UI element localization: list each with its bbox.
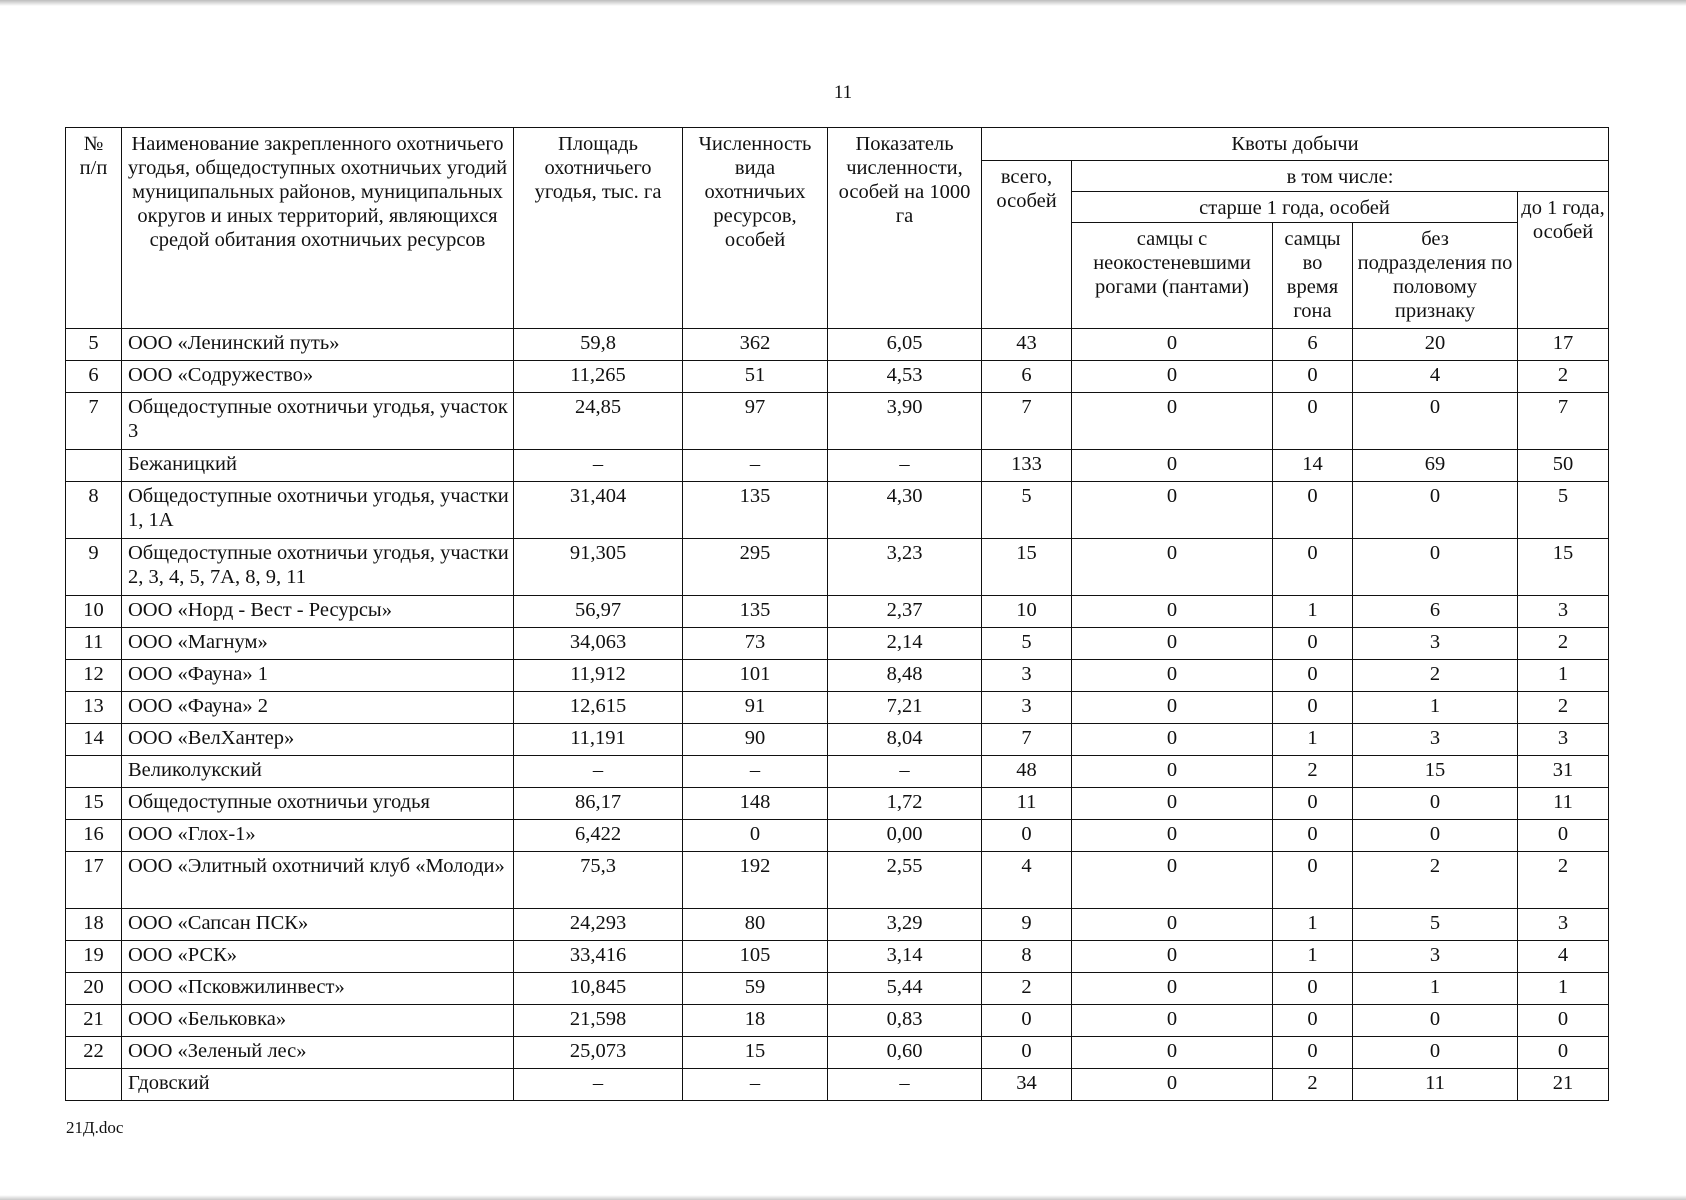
- cell-density: 0,83: [828, 1005, 982, 1037]
- cell-density: 6,05: [828, 329, 982, 361]
- cell-total: 15: [982, 539, 1072, 596]
- cell-area: 75,3: [514, 852, 683, 909]
- header-area: Площадь охотничьего угодья, тыс. га: [514, 128, 683, 329]
- cell-area: 56,97: [514, 596, 683, 628]
- cell-name: ООО «Фауна» 1: [122, 660, 514, 692]
- header-quotas: Квоты добычи: [982, 128, 1609, 161]
- cell-area: 33,416: [514, 941, 683, 973]
- cell-total: 0: [982, 1005, 1072, 1037]
- cell-num: 21: [66, 1005, 122, 1037]
- cell-under1: 11: [1518, 788, 1609, 820]
- cell-population: 97: [683, 393, 828, 450]
- table-header: [66, 128, 1609, 329]
- cell-total: 10: [982, 596, 1072, 628]
- cell-name: Бежаницкий: [122, 450, 514, 482]
- table-row: [66, 820, 1609, 852]
- header-num: № п/п: [66, 128, 122, 329]
- cell-males-rut: 2: [1273, 756, 1353, 788]
- cell-name: ООО «Сапсан ПСК»: [122, 909, 514, 941]
- page-number: 11: [833, 82, 853, 103]
- cell-males-rut: 14: [1273, 450, 1353, 482]
- cell-area: 11,912: [514, 660, 683, 692]
- cell-total: 3: [982, 692, 1072, 724]
- cell-under1: 21: [1518, 1069, 1609, 1101]
- cell-density: 4,30: [828, 482, 982, 539]
- cell-density: 0,60: [828, 1037, 982, 1069]
- cell-population: –: [683, 1069, 828, 1101]
- cell-males-rut: 0: [1273, 973, 1353, 1005]
- cell-area: 11,191: [514, 724, 683, 756]
- cell-num: [66, 450, 122, 482]
- cell-name: ООО «Псковжилинвест»: [122, 973, 514, 1005]
- cell-males-antlers: 0: [1072, 660, 1273, 692]
- cell-num: 16: [66, 820, 122, 852]
- cell-density: 2,55: [828, 852, 982, 909]
- table-row: [66, 393, 1609, 450]
- table-row: [66, 482, 1609, 539]
- cell-males-antlers: 0: [1072, 361, 1273, 393]
- cell-population: 90: [683, 724, 828, 756]
- cell-under1: 2: [1518, 692, 1609, 724]
- table-row: [66, 596, 1609, 628]
- cell-no-sex: 0: [1353, 482, 1518, 539]
- cell-area: –: [514, 1069, 683, 1101]
- cell-males-antlers: 0: [1072, 393, 1273, 450]
- header-total: всего, особей: [982, 161, 1072, 329]
- cell-males-antlers: 0: [1072, 692, 1273, 724]
- cell-males-rut: 0: [1273, 482, 1353, 539]
- table-body: [66, 329, 1609, 1101]
- cell-total: 0: [982, 1037, 1072, 1069]
- cell-density: –: [828, 756, 982, 788]
- cell-name: ООО «Магнум»: [122, 628, 514, 660]
- cell-density: 8,04: [828, 724, 982, 756]
- cell-under1: 4: [1518, 941, 1609, 973]
- cell-males-rut: 1: [1273, 941, 1353, 973]
- cell-area: 6,422: [514, 820, 683, 852]
- cell-name: ООО «Ленинский путь»: [122, 329, 514, 361]
- cell-name: Общедоступные охотничьи угодья: [122, 788, 514, 820]
- cell-num: 14: [66, 724, 122, 756]
- cell-no-sex: 3: [1353, 941, 1518, 973]
- header-including: в том числе:: [1072, 161, 1609, 192]
- cell-name: ООО «Фауна» 2: [122, 692, 514, 724]
- cell-males-antlers: 0: [1072, 852, 1273, 909]
- cell-males-antlers: 0: [1072, 1069, 1273, 1101]
- cell-population: 148: [683, 788, 828, 820]
- cell-males-rut: 0: [1273, 628, 1353, 660]
- cell-no-sex: 3: [1353, 628, 1518, 660]
- cell-population: 295: [683, 539, 828, 596]
- table-row: [66, 1005, 1609, 1037]
- cell-name: ООО «Содружество»: [122, 361, 514, 393]
- cell-total: 6: [982, 361, 1072, 393]
- cell-total: 5: [982, 482, 1072, 539]
- cell-males-rut: 0: [1273, 1005, 1353, 1037]
- cell-population: –: [683, 450, 828, 482]
- cell-under1: 0: [1518, 820, 1609, 852]
- cell-area: 25,073: [514, 1037, 683, 1069]
- cell-total: 133: [982, 450, 1072, 482]
- cell-no-sex: 1: [1353, 973, 1518, 1005]
- cell-total: 43: [982, 329, 1072, 361]
- cell-population: 0: [683, 820, 828, 852]
- cell-under1: 3: [1518, 596, 1609, 628]
- cell-no-sex: 69: [1353, 450, 1518, 482]
- table-row: [66, 628, 1609, 660]
- cell-under1: 5: [1518, 482, 1609, 539]
- cell-under1: 7: [1518, 393, 1609, 450]
- cell-num: 9: [66, 539, 122, 596]
- cell-name: ООО «ВелХантер»: [122, 724, 514, 756]
- cell-males-rut: 0: [1273, 852, 1353, 909]
- cell-num: 13: [66, 692, 122, 724]
- cell-density: 4,53: [828, 361, 982, 393]
- cell-males-antlers: 0: [1072, 482, 1273, 539]
- cell-males-rut: 1: [1273, 596, 1353, 628]
- table-row: [66, 788, 1609, 820]
- cell-males-antlers: 0: [1072, 329, 1273, 361]
- cell-total: 34: [982, 1069, 1072, 1101]
- header-males-antlers: самцы с неокостеневшими рогами (пантами): [1072, 223, 1273, 329]
- cell-density: 0,00: [828, 820, 982, 852]
- cell-no-sex: 0: [1353, 539, 1518, 596]
- header-no-sex: без подразделения по половому признаку: [1353, 223, 1518, 329]
- cell-no-sex: 2: [1353, 852, 1518, 909]
- cell-area: 11,265: [514, 361, 683, 393]
- cell-no-sex: 2: [1353, 660, 1518, 692]
- cell-density: 8,48: [828, 660, 982, 692]
- cell-density: 3,14: [828, 941, 982, 973]
- cell-population: 192: [683, 852, 828, 909]
- table-row: [66, 361, 1609, 393]
- cell-males-antlers: 0: [1072, 973, 1273, 1005]
- table-row: [66, 539, 1609, 596]
- cell-total: 2: [982, 973, 1072, 1005]
- cell-population: 91: [683, 692, 828, 724]
- cell-males-rut: 1: [1273, 724, 1353, 756]
- cell-males-antlers: 0: [1072, 756, 1273, 788]
- footer-filename: 21Д.doc: [66, 1118, 124, 1137]
- cell-population: –: [683, 756, 828, 788]
- cell-area: 91,305: [514, 539, 683, 596]
- cell-density: 5,44: [828, 973, 982, 1005]
- cell-under1: 15: [1518, 539, 1609, 596]
- cell-area: 24,293: [514, 909, 683, 941]
- cell-name: Общедоступные охотничьи угодья, участки 2, 3, 4, 5, 7А, 8, 9, 11: [122, 539, 514, 596]
- header-under1: до 1 года, особей: [1518, 192, 1609, 329]
- cell-under1: 1: [1518, 660, 1609, 692]
- cell-under1: 3: [1518, 724, 1609, 756]
- cell-males-rut: 0: [1273, 393, 1353, 450]
- cell-density: 1,72: [828, 788, 982, 820]
- cell-no-sex: 0: [1353, 788, 1518, 820]
- cell-males-rut: 1: [1273, 909, 1353, 941]
- cell-under1: 3: [1518, 909, 1609, 941]
- scan-edge-bottom: [0, 1195, 1686, 1200]
- table-row: [66, 941, 1609, 973]
- cell-total: 4: [982, 852, 1072, 909]
- cell-name: ООО «Зеленый лес»: [122, 1037, 514, 1069]
- cell-no-sex: 4: [1353, 361, 1518, 393]
- header-density: Показатель численности, особей на 1000 га: [828, 128, 982, 329]
- cell-under1: 17: [1518, 329, 1609, 361]
- cell-num: 17: [66, 852, 122, 909]
- cell-num: [66, 756, 122, 788]
- cell-population: 18: [683, 1005, 828, 1037]
- cell-no-sex: 20: [1353, 329, 1518, 361]
- cell-males-antlers: 0: [1072, 788, 1273, 820]
- cell-name: ООО «Глох-1»: [122, 820, 514, 852]
- cell-under1: 0: [1518, 1037, 1609, 1069]
- cell-area: 59,8: [514, 329, 683, 361]
- cell-name: Гдовский: [122, 1069, 514, 1101]
- cell-name: Общедоступные охотничьи угодья, участки 1, 1А: [122, 482, 514, 539]
- cell-no-sex: 5: [1353, 909, 1518, 941]
- cell-population: 80: [683, 909, 828, 941]
- cell-males-rut: 0: [1273, 361, 1353, 393]
- cell-population: 101: [683, 660, 828, 692]
- table-row: [66, 660, 1609, 692]
- cell-under1: 50: [1518, 450, 1609, 482]
- cell-area: 34,063: [514, 628, 683, 660]
- cell-males-antlers: 0: [1072, 1037, 1273, 1069]
- header-name: Наименование закрепленного охотничьего угодья, общедоступных охотничьих угодий муниципальных районов, муниципальных округов и иных территорий, являющихся средой обитания охотничьих ресурсов: [122, 128, 514, 329]
- cell-area: –: [514, 756, 683, 788]
- cell-num: 18: [66, 909, 122, 941]
- cell-males-rut: 0: [1273, 1037, 1353, 1069]
- cell-population: 59: [683, 973, 828, 1005]
- cell-under1: 2: [1518, 361, 1609, 393]
- cell-males-rut: 0: [1273, 788, 1353, 820]
- cell-name: ООО «Элитный охотничий клуб «Молоди»: [122, 852, 514, 909]
- cell-no-sex: 11: [1353, 1069, 1518, 1101]
- cell-area: 31,404: [514, 482, 683, 539]
- cell-no-sex: 0: [1353, 1005, 1518, 1037]
- cell-no-sex: 15: [1353, 756, 1518, 788]
- table-row: [66, 329, 1609, 361]
- cell-density: –: [828, 1069, 982, 1101]
- header-males-rut: самцы во время гона: [1273, 223, 1353, 329]
- cell-no-sex: 1: [1353, 692, 1518, 724]
- cell-under1: 31: [1518, 756, 1609, 788]
- cell-males-rut: 0: [1273, 820, 1353, 852]
- cell-population: 51: [683, 361, 828, 393]
- cell-density: 7,21: [828, 692, 982, 724]
- scan-edge-top: [0, 0, 1686, 6]
- cell-area: 21,598: [514, 1005, 683, 1037]
- cell-population: 15: [683, 1037, 828, 1069]
- cell-num: 22: [66, 1037, 122, 1069]
- cell-males-antlers: 0: [1072, 450, 1273, 482]
- cell-total: 7: [982, 393, 1072, 450]
- cell-males-rut: 2: [1273, 1069, 1353, 1101]
- cell-under1: 2: [1518, 628, 1609, 660]
- cell-total: 7: [982, 724, 1072, 756]
- cell-area: 12,615: [514, 692, 683, 724]
- cell-males-antlers: 0: [1072, 820, 1273, 852]
- cell-males-antlers: 0: [1072, 1005, 1273, 1037]
- cell-males-antlers: 0: [1072, 909, 1273, 941]
- cell-num: 8: [66, 482, 122, 539]
- cell-total: 5: [982, 628, 1072, 660]
- cell-total: 9: [982, 909, 1072, 941]
- cell-males-antlers: 0: [1072, 539, 1273, 596]
- header-older: старше 1 года, особей: [1072, 192, 1518, 223]
- table-row: [66, 450, 1609, 482]
- cell-males-antlers: 0: [1072, 596, 1273, 628]
- cell-males-antlers: 0: [1072, 628, 1273, 660]
- cell-under1: 0: [1518, 1005, 1609, 1037]
- table-row: [66, 1037, 1609, 1069]
- cell-males-antlers: 0: [1072, 724, 1273, 756]
- cell-under1: 1: [1518, 973, 1609, 1005]
- cell-population: 362: [683, 329, 828, 361]
- cell-no-sex: 6: [1353, 596, 1518, 628]
- cell-area: 10,845: [514, 973, 683, 1005]
- cell-males-rut: 0: [1273, 660, 1353, 692]
- table-row: [66, 756, 1609, 788]
- cell-males-rut: 6: [1273, 329, 1353, 361]
- cell-no-sex: 0: [1353, 1037, 1518, 1069]
- table-row: [66, 973, 1609, 1005]
- cell-total: 0: [982, 820, 1072, 852]
- cell-total: 48: [982, 756, 1072, 788]
- cell-area: 24,85: [514, 393, 683, 450]
- cell-males-antlers: 0: [1072, 941, 1273, 973]
- cell-density: 2,14: [828, 628, 982, 660]
- cell-name: Великолукский: [122, 756, 514, 788]
- cell-num: 6: [66, 361, 122, 393]
- cell-population: 73: [683, 628, 828, 660]
- cell-num: 20: [66, 973, 122, 1005]
- cell-area: 86,17: [514, 788, 683, 820]
- cell-population: 135: [683, 482, 828, 539]
- cell-total: 3: [982, 660, 1072, 692]
- cell-name: ООО «Бельковка»: [122, 1005, 514, 1037]
- cell-num: [66, 1069, 122, 1101]
- cell-no-sex: 3: [1353, 724, 1518, 756]
- cell-num: 19: [66, 941, 122, 973]
- cell-name: ООО «Норд - Вест - Ресурсы»: [122, 596, 514, 628]
- cell-population: 135: [683, 596, 828, 628]
- cell-density: –: [828, 450, 982, 482]
- header-population: Численность вида охотничьих ресурсов, особей: [683, 128, 828, 329]
- cell-num: 5: [66, 329, 122, 361]
- table-row: [66, 692, 1609, 724]
- table-row: [66, 1069, 1609, 1101]
- cell-total: 8: [982, 941, 1072, 973]
- cell-population: 105: [683, 941, 828, 973]
- cell-num: 12: [66, 660, 122, 692]
- cell-density: 2,37: [828, 596, 982, 628]
- table-row: [66, 909, 1609, 941]
- table-row: [66, 852, 1609, 909]
- cell-num: 10: [66, 596, 122, 628]
- table-row: [66, 724, 1609, 756]
- cell-no-sex: 0: [1353, 393, 1518, 450]
- cell-no-sex: 0: [1353, 820, 1518, 852]
- cell-density: 3,90: [828, 393, 982, 450]
- cell-num: 15: [66, 788, 122, 820]
- quota-table: [65, 127, 1609, 1101]
- cell-name: ООО «РСК»: [122, 941, 514, 973]
- cell-name: Общедоступные охотничьи угодья, участок 3: [122, 393, 514, 450]
- cell-density: 3,29: [828, 909, 982, 941]
- cell-density: 3,23: [828, 539, 982, 596]
- cell-num: 7: [66, 393, 122, 450]
- cell-total: 11: [982, 788, 1072, 820]
- cell-males-rut: 0: [1273, 539, 1353, 596]
- cell-area: –: [514, 450, 683, 482]
- cell-num: 11: [66, 628, 122, 660]
- cell-males-rut: 0: [1273, 692, 1353, 724]
- cell-under1: 2: [1518, 852, 1609, 909]
